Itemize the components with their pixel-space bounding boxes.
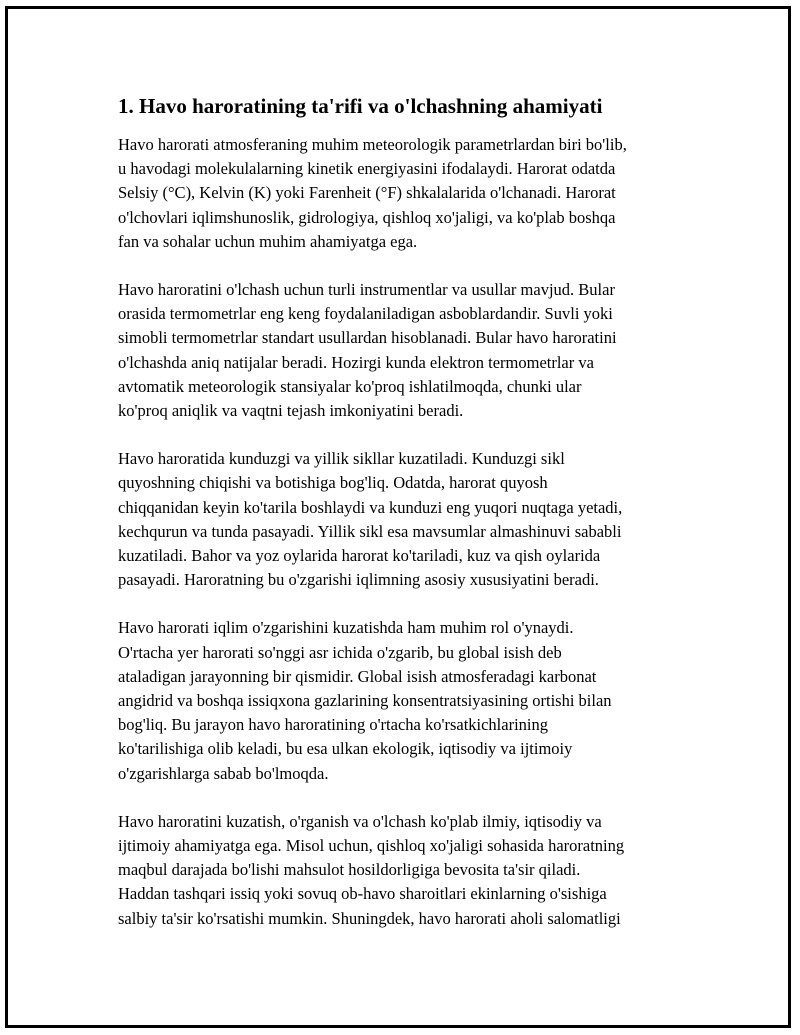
- paragraph-line: O'rtacha yer harorati so'nggi asr ichida o'zgarib, bu global isish deb: [118, 642, 562, 662]
- paragraph-line: fan va sohalar uchun muhim ahamiyatga ega.: [118, 231, 418, 251]
- paragraph-line: angidrid va boshqa issiqxona gazlarining konsentratsiyasining ortishi bilan: [118, 691, 612, 711]
- paragraph-line: ataladigan jarayonning bir qismidir. Global isish atmosferadagi karbonat: [118, 666, 597, 686]
- paragraph-line: kechqurun va tunda pasayadi. Yillik sikl esa mavsumlar almashinuvi sababli: [118, 521, 622, 541]
- paragraph: [118, 278, 698, 423]
- paragraph-line: ijtimoiy ahamiyatga ega. Misol uchun, qishloq xo'jaligi sohasida haroratning: [118, 836, 625, 856]
- paragraph-line: salbiy ta'sir ko'rsatishi mumkin. Shuningdek, havo harorati aholi salomatligi: [118, 908, 621, 928]
- paragraph-line: Havo harorati atmosferaning muhim meteorologik parametrlardan biri bo'lib,: [118, 135, 627, 154]
- paragraph-line: Haddan tashqari issiq yoki sovuq ob-havo sharoitlari ekinlarning o'sishiga: [118, 884, 607, 904]
- paragraph-line: o'lchashda aniq natijalar beradi. Hozirgi kunda elektron termometrlar va: [118, 352, 594, 372]
- paragraph-line: simobli termometrlar standart usullardan hisoblanadi. Bular havo haroratini: [118, 328, 617, 348]
- paragraph: [118, 810, 698, 931]
- paragraph-list: [118, 133, 698, 931]
- paragraph-line: orasida termometrlar eng keng foydalaniladigan asboblardandir. Suvli yoki: [118, 304, 613, 324]
- section-heading: 1. Havo haroratining ta'rifi va o'lchashning ahamiyati: [118, 94, 603, 118]
- paragraph-line: Havo haroratida kunduzgi va yillik sikllar kuzatiladi. Kunduzgi sikl: [118, 449, 565, 469]
- paragraph-line: bog'liq. Bu jarayon havo haroratining o'rtacha ko'rsatkichlarining: [118, 715, 549, 735]
- paragraph: [118, 133, 698, 254]
- paragraph-line: avtomatik meteorologik stansiyalar ko'proq ishlatilmoqda, chunki ular: [118, 376, 582, 396]
- paragraph-line: Havo haroratini kuzatish, o'rganish va o'lchash ko'plab ilmiy, iqtisodiy va: [118, 811, 602, 831]
- paragraph-line: ko'proq aniqlik va vaqtni tejash imkoniyatini beradi.: [118, 401, 464, 421]
- paragraph-line: Havo harorati iqlim o'zgarishini kuzatishda ham muhim rol o'ynaydi.: [118, 618, 574, 638]
- document-body: [118, 93, 698, 955]
- paragraph-line: u havodagi molekulalarning kinetik energiyasini ifodalaydi. Harorat odatda: [118, 159, 616, 179]
- paragraph: [118, 447, 698, 592]
- paragraph-line: o'zgarishlarga sabab bo'lmoqda.: [118, 763, 329, 783]
- paragraph-line: pasayadi. Haroratning bu o'zgarishi iqlimning asosiy xususiyatini beradi.: [118, 570, 599, 590]
- paragraph: [118, 616, 698, 785]
- paragraph-line: o'lchovlari iqlimshunoslik, gidrologiya, qishloq xo'jaligi, va ko'plab boshqa: [118, 207, 616, 227]
- paragraph-line: chiqqanidan keyin ko'tarila boshlaydi va kunduzi eng yuqori nuqtaga yetadi,: [118, 497, 623, 517]
- paragraph-line: maqbul darajada bo'lishi mahsulot hosildorligiga bevosita ta'sir qiladi.: [118, 860, 581, 880]
- paragraph-line: Selsiy (°C), Kelvin (K) yoki Farenheit (°F) shkalalarida o'lchanadi. Harorat: [118, 183, 616, 203]
- paragraph-line: kuzatiladi. Bahor va yoz oylarida harorat ko'tariladi, kuz va qish oylarida: [118, 546, 601, 566]
- paragraph-line: quyoshning chiqishi va botishiga bog'liq. Odatda, harorat quyosh: [118, 473, 548, 493]
- paragraph-line: Havo haroratini o'lchash uchun turli instrumentlar va usullar mavjud. Bular: [118, 280, 615, 300]
- paragraph-line: ko'tarilishiga olib keladi, bu esa ulkan ekologik, iqtisodiy va ijtimoiy: [118, 739, 573, 759]
